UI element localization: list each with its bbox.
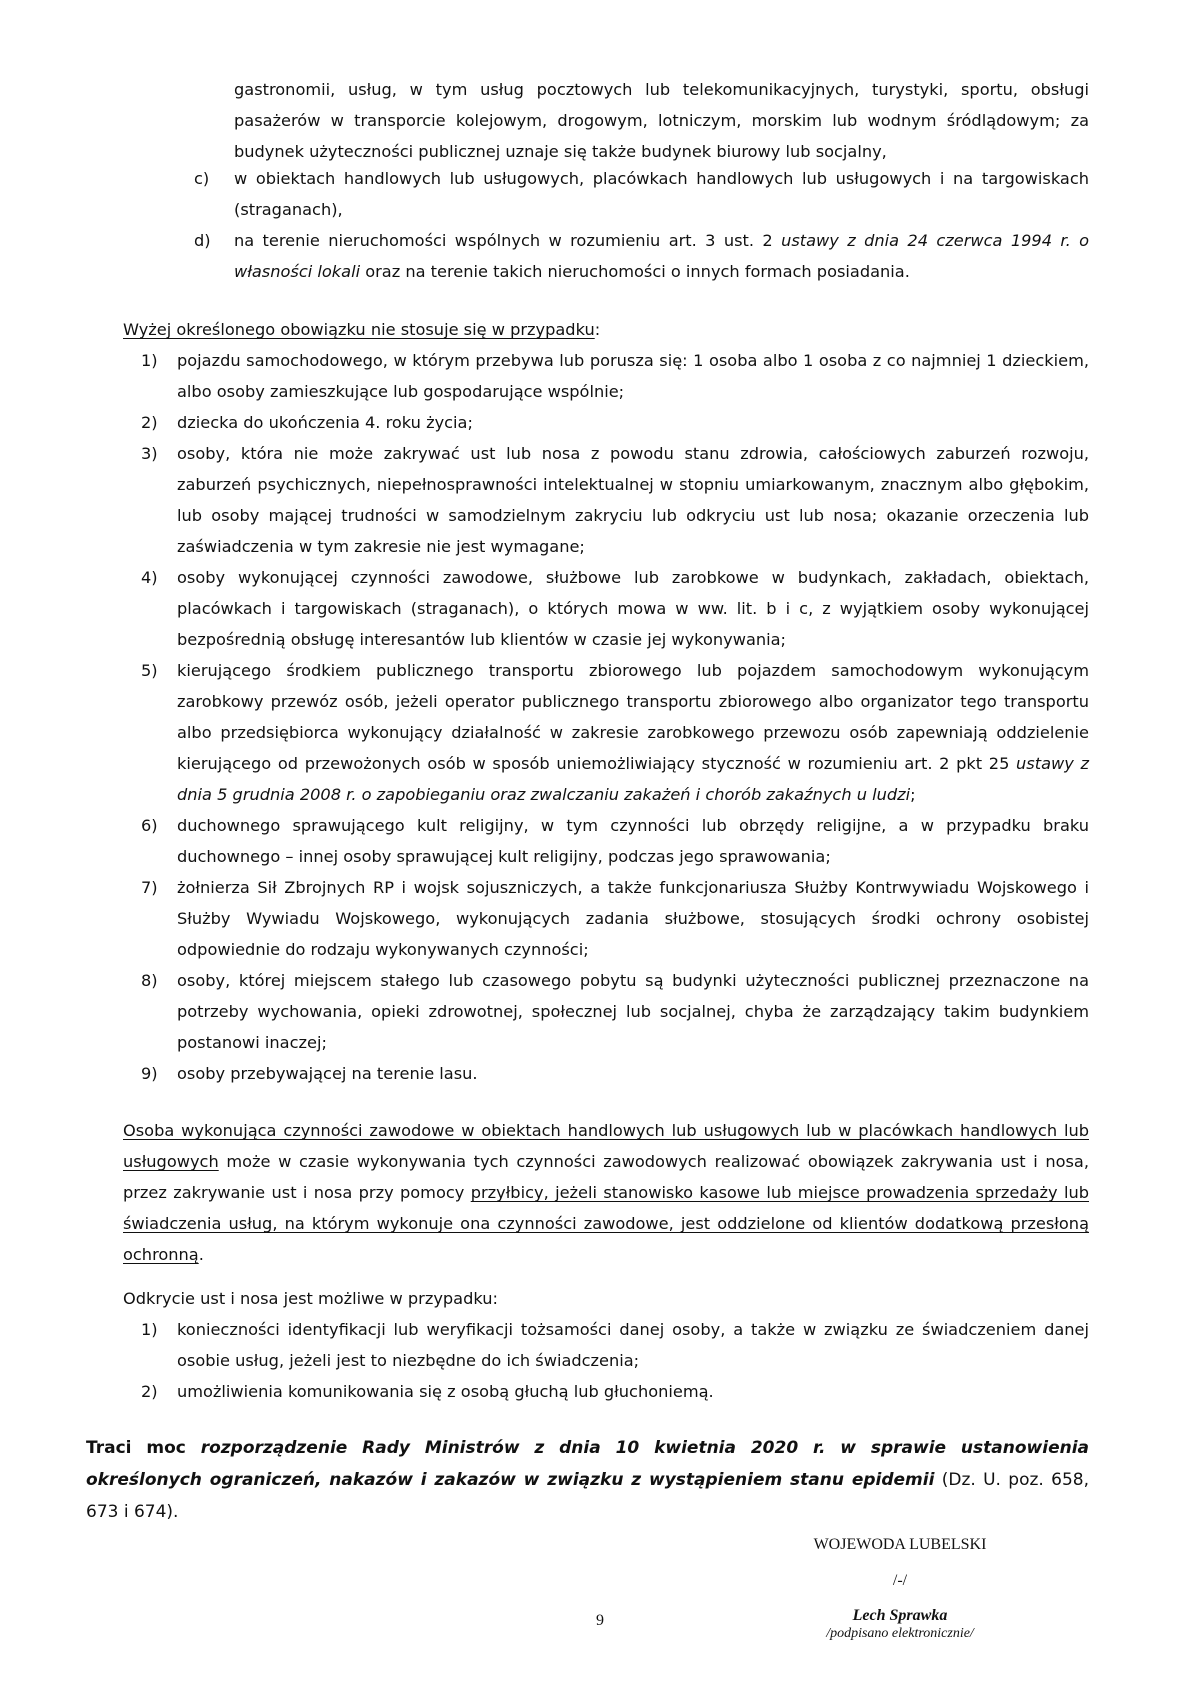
- uncover-heading-text: Odkrycie ust i nosa jest możliwe w przypadku:: [123, 1289, 498, 1308]
- item-label: 1): [141, 351, 158, 370]
- signature-block: [770, 1535, 1030, 1643]
- visor-text-2: może w czasie wykonywania tych czynności zawodowych realizować obowiązek zakrywania ust i nosa, przez zakrywanie ust i nosa przy pomocy: [123, 1152, 1089, 1202]
- item-text: kierującego środkiem publicznego transportu zbiorowego lub pojazdem samochodowym wykonującym zarobkowy przewóz osób, jeżeli operator publicznego transportu zbiorowego albo organizator tego transportu albo przedsiębiorca wykonujący działalność w zakresie zarobkowego przewozu osób zapewniają oddzielenie kierującego od przewożonych osób w sposób uniemożliwiający styczność w rozumieniu art. 2 pkt 25: [177, 661, 1089, 773]
- item-text: dziecka do ukończenia 4. roku życia;: [177, 413, 473, 432]
- page-number: 9: [596, 1612, 604, 1629]
- exceptions-heading-suffix: :: [594, 320, 601, 339]
- list-item: [141, 1376, 1089, 1407]
- item-label: c): [194, 169, 210, 188]
- visor-text-underlined-3: przyłbicy, jeżeli stanowisko kasowe lub miejsce prowadzenia sprzedaży lub świadczenia usług, na którym wykonuje ona czynności zawodowe, jest oddzielone od klientów dodatkową przesłoną ochronną: [123, 1183, 1089, 1264]
- letter-list: [194, 163, 1089, 287]
- item-label: 7): [141, 878, 158, 897]
- repeal-bold: Traci moc: [86, 1438, 201, 1458]
- item-text: duchownego sprawującego kult religijny, w tym czynności lub obrzędy religijne, a w przypadku braku duchownego – innej osoby sprawującej kult religijny, podczas jego sprawowania;: [177, 816, 1089, 866]
- item-text: pojazdu samochodowego, w którym przebywa lub porusza się: 1 osoba albo 1 osoba z co najmniej 1 dzieckiem, albo osoby zamieszkujące lub gospodarujące wspólnie;: [177, 351, 1089, 401]
- list-item: [141, 965, 1089, 1058]
- repeal-regulation-title: rozporządzenie Rady Ministrów z dnia 10 kwietnia 2020 r. w sprawie ustanowienia określonych ograniczeń, nakazów i zakazów w związku z wystąpieniem stanu epidemii: [86, 1438, 1090, 1490]
- list-item: [141, 345, 1089, 407]
- item-text-after: oraz na terenie takich nieruchomości o innych formach posiadania.: [360, 262, 910, 281]
- list-item: [141, 655, 1089, 810]
- continuation-text: gastronomii, usług, w tym usług pocztowych lub telekomunikacyjnych, turystyki, sportu, obsługi pasażerów w transporcie kolejowym, drogowym, lotniczym, morskim lub wodnym śródlądowym; za budynek użyteczności publicznej uznaje się także budynek biurowy lub socjalny,: [234, 80, 1089, 161]
- item-text: osoby, której miejscem stałego lub czasowego pobytu są budynki użyteczności publicznej przeznaczone na potrzeby wychowania, opieki zdrowotnej, społecznej lub socjalnej, chyba że zarządzający takim budynkiem postanowi inaczej;: [177, 971, 1089, 1052]
- list-item: [141, 810, 1089, 872]
- visor-text-4: .: [198, 1245, 204, 1264]
- list-item: [141, 1058, 1089, 1089]
- list-item: [141, 438, 1089, 562]
- signatory-name: Lech Sprawka: [852, 1607, 948, 1624]
- item-label: 5): [141, 661, 158, 680]
- item-text: w obiektach handlowych lub usługowych, placówkach handlowych lub usługowych i na targowiskach (straganach),: [234, 169, 1089, 219]
- item-label: 1): [141, 1320, 158, 1339]
- uncover-heading: [123, 1283, 1089, 1314]
- law-reference: ustawy z dnia 24 czerwca 1994 r. o własności lokali: [234, 231, 1089, 281]
- item-label: 6): [141, 816, 158, 835]
- signature-title: WOJEWODA LUBELSKI: [813, 1536, 987, 1553]
- letter-item-c: [194, 163, 1089, 225]
- repeal-paragraph: [86, 1432, 1089, 1528]
- list-item: [141, 872, 1089, 965]
- item-label: 2): [141, 413, 158, 432]
- signature-note: /podpisano elektronicznie/: [826, 1626, 974, 1641]
- letter-item-d: [194, 225, 1089, 287]
- item-label: 8): [141, 971, 158, 990]
- item-label: 2): [141, 1382, 158, 1401]
- list-item: [141, 1314, 1089, 1376]
- visor-paragraph: [123, 1115, 1089, 1270]
- visor-text-underlined-1: Osoba wykonująca czynności zawodowe w obiektach handlowych lub usługowych lub w placówkach handlowych lub usługowych: [123, 1121, 1089, 1171]
- law-reference: ustawy z dnia 5 grudnia 2008 r. o zapobieganiu oraz zwalczaniu zakażeń i chorób zakaźnych u ludzi: [177, 754, 1089, 804]
- item-text: osoby, która nie może zakrywać ust lub nosa z powodu stanu zdrowia, całościowych zaburzeń rozwoju, zaburzeń psychicznych, niepełnosprawności intelektualnej w stopniu umiarkowanym, znacznym albo głębokim, lub osoby mającej trudności w samodzielnym zakryciu lub odkryciu ust lub nosa; okazanie orzeczenia lub zaświadczenia w tym zakresie nie jest wymagane;: [177, 444, 1089, 556]
- item-label: 9): [141, 1064, 158, 1083]
- item-label: 3): [141, 444, 158, 463]
- item-text: żołnierza Sił Zbrojnych RP i wojsk sojuszniczych, a także funkcjonariusza Służby Kontrwywiadu Wojskowego i Służby Wywiadu Wojskowego, wykonujących zadania służbowe, stosujących środki ochrony osobistej odpowiednie do rodzaju wykonywanych czynności;: [177, 878, 1089, 959]
- list-item: [141, 562, 1089, 655]
- item-text: osoby przebywającej na terenie lasu.: [177, 1064, 478, 1083]
- exceptions-heading-text: Wyżej określonego obowiązku nie stosuje się w przypadku: [123, 320, 595, 339]
- uncover-list: [141, 1314, 1089, 1407]
- exceptions-list: [141, 345, 1089, 1089]
- item-text: na terenie nieruchomości wspólnych w rozumieniu art. 3 ust. 2: [234, 231, 782, 250]
- item-text: osoby wykonującej czynności zawodowe, służbowe lub zarobkowe w budynkach, zakładach, obiektach, placówkach i targowiskach (straganach), o których mowa w ww. lit. b i c, z wyjątkiem osoby wykonującej bezpośrednią obsługę interesantów lub klientów w czasie jej wykonywania;: [177, 568, 1089, 649]
- item-label: d): [194, 231, 211, 250]
- item-label: 4): [141, 568, 158, 587]
- item-text: umożliwienia komunikowania się z osobą głuchą lub głuchoniemą.: [177, 1382, 714, 1401]
- repeal-citation: (Dz. U. poz. 658, 673 i 674).: [86, 1470, 1089, 1522]
- item-text-after: ;: [910, 785, 916, 804]
- exceptions-heading: [123, 314, 1089, 345]
- continuation-paragraph: [234, 74, 1089, 167]
- item-text: konieczności identyfikacji lub weryfikacji tożsamości danej osoby, a także w związku ze świadczeniem danej osobie usług, jeżeli jest to niezbędne do ich świadczenia;: [177, 1320, 1089, 1370]
- signature-mark: /-/: [892, 1572, 908, 1589]
- list-item: [141, 407, 1089, 438]
